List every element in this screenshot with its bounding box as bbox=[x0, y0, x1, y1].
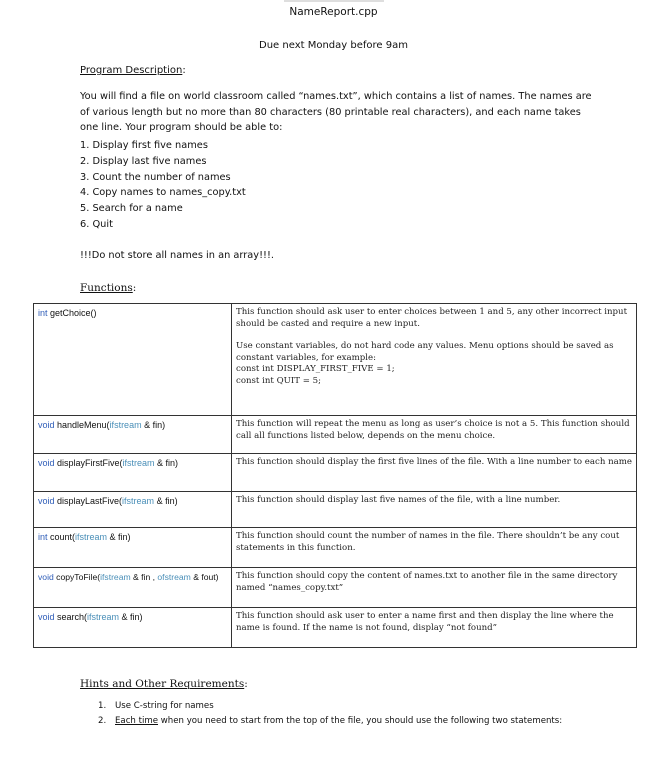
function-signature bbox=[34, 492, 232, 528]
return-type: void bbox=[38, 458, 55, 468]
functions-heading bbox=[80, 282, 136, 294]
function-name: search( bbox=[54, 612, 88, 622]
function-name: handleMenu( bbox=[54, 420, 110, 430]
code-example: const int DISPLAY_FIRST_FIVE = 1; bbox=[236, 364, 395, 374]
description-text: This function should ask user to enter choices between 1 and 5, any other incorrect input should be casted and require a new input. bbox=[236, 307, 628, 329]
hints-heading-colon: : bbox=[244, 678, 248, 690]
document-title: NameReport.cpp bbox=[289, 6, 378, 18]
hints-heading-text: Hints and Other Requirements bbox=[80, 678, 245, 690]
due-date: Due next Monday before 9am bbox=[259, 40, 408, 51]
table-row bbox=[34, 454, 637, 492]
function-description: This function should count the number of names in the file. There shouldn’t be any cout statements in this function. bbox=[232, 528, 637, 568]
param-type: ifstream bbox=[122, 496, 155, 506]
table-row bbox=[34, 608, 637, 648]
return-type: int bbox=[38, 532, 48, 542]
code-example: const int QUIT = 5; bbox=[236, 375, 322, 386]
function-signature bbox=[34, 528, 232, 568]
program-description-heading-text: Program Description bbox=[80, 65, 183, 76]
return-type: void bbox=[38, 572, 54, 582]
hint-number: 1. bbox=[98, 701, 107, 711]
param-type: ifstream bbox=[109, 420, 142, 430]
return-type: int bbox=[38, 308, 48, 318]
constants-intro: Use constant variables, do not hard code any values. Menu options should be saved as constant variables, for example: bbox=[236, 341, 614, 363]
function-description: This function should ask user to enter a name first and then display the line where the name is found. If the name is not found, display “not found” bbox=[232, 608, 637, 648]
function-description: This function should display last five names of the file, with a line number. bbox=[232, 492, 637, 528]
table-row bbox=[34, 492, 637, 528]
function-name: count( bbox=[47, 532, 76, 542]
param-name: & fout) bbox=[190, 572, 219, 582]
function-name: copyToFile( bbox=[53, 572, 101, 582]
functions-heading-text: Functions bbox=[80, 282, 133, 294]
param-type: ifstream bbox=[87, 612, 120, 622]
param-name: & fin) bbox=[107, 532, 131, 542]
list-item: 6. Quit bbox=[80, 218, 113, 230]
hint-number: 2. bbox=[98, 716, 107, 726]
function-signature bbox=[34, 454, 232, 492]
function-name: getChoice() bbox=[47, 308, 97, 318]
table-row bbox=[34, 568, 637, 608]
menu-options-list bbox=[80, 138, 246, 233]
list-item: 1. Display first five names bbox=[80, 140, 208, 151]
description-text bbox=[236, 341, 632, 387]
array-warning: !!!Do not store all names in an array!!!. bbox=[80, 250, 275, 261]
list-item bbox=[98, 714, 562, 729]
function-description: This function should display the first five lines of the file. With a line number to each name bbox=[232, 454, 637, 492]
list-item: 2. Display last five names bbox=[80, 155, 207, 167]
list-item: 5. Search for a name bbox=[80, 203, 183, 215]
param-name: & fin) bbox=[141, 420, 166, 430]
function-signature bbox=[34, 304, 232, 416]
table-row bbox=[34, 416, 637, 454]
table-row bbox=[34, 304, 637, 416]
function-description: This function should copy the content of names.txt to another file in the same directory named “names_copy.txt” bbox=[232, 568, 637, 608]
list-item: 3. Count the number of names bbox=[80, 171, 231, 183]
cropped-heading-remnant bbox=[0, 0, 667, 3]
hint-text: when you need to start from the top of the file, you should use the following two statements: bbox=[158, 716, 563, 726]
function-description: This function will repeat the menu as long as user’s choice is not a 5. This function should call all functions listed below, depends on the menu choice. bbox=[232, 416, 637, 454]
param-name: & fin , bbox=[130, 572, 158, 582]
function-signature bbox=[34, 608, 232, 648]
list-item bbox=[98, 699, 562, 714]
table-row bbox=[34, 528, 637, 568]
param-name: & fin) bbox=[119, 612, 143, 622]
param-name: & fin) bbox=[154, 496, 178, 506]
function-name: displayFirstFive( bbox=[54, 458, 123, 468]
param-type: ifstream bbox=[100, 572, 131, 582]
return-type: void bbox=[38, 612, 55, 622]
program-description-heading-colon: : bbox=[182, 65, 186, 76]
functions-heading-colon: : bbox=[132, 282, 137, 294]
program-description-paragraph: You will find a file on world classroom called “names.txt”, which contains a list of names. The names are of various length but no more than 80 characters (80 printable real characters), and each name takes one line. Your program should be able to: bbox=[80, 91, 592, 133]
return-type: void bbox=[38, 496, 55, 506]
return-type: void bbox=[38, 420, 55, 430]
function-name: displayLastFive( bbox=[54, 496, 123, 506]
program-description-heading bbox=[80, 65, 186, 76]
function-signature bbox=[34, 568, 232, 608]
hint-text: Use C-string for names bbox=[115, 701, 214, 711]
hint-emphasis: Each time bbox=[115, 716, 159, 726]
function-description bbox=[232, 304, 637, 416]
list-item: 4. Copy names to names_copy.txt bbox=[80, 187, 246, 199]
functions-table bbox=[33, 303, 637, 648]
param-type: ifstream bbox=[122, 458, 155, 468]
hints-heading bbox=[80, 678, 248, 690]
param-name: & fin) bbox=[154, 458, 179, 468]
hints-list bbox=[98, 699, 562, 729]
function-signature bbox=[34, 416, 232, 454]
param-type: ofstream bbox=[157, 572, 191, 582]
param-type: ifstream bbox=[75, 532, 108, 542]
